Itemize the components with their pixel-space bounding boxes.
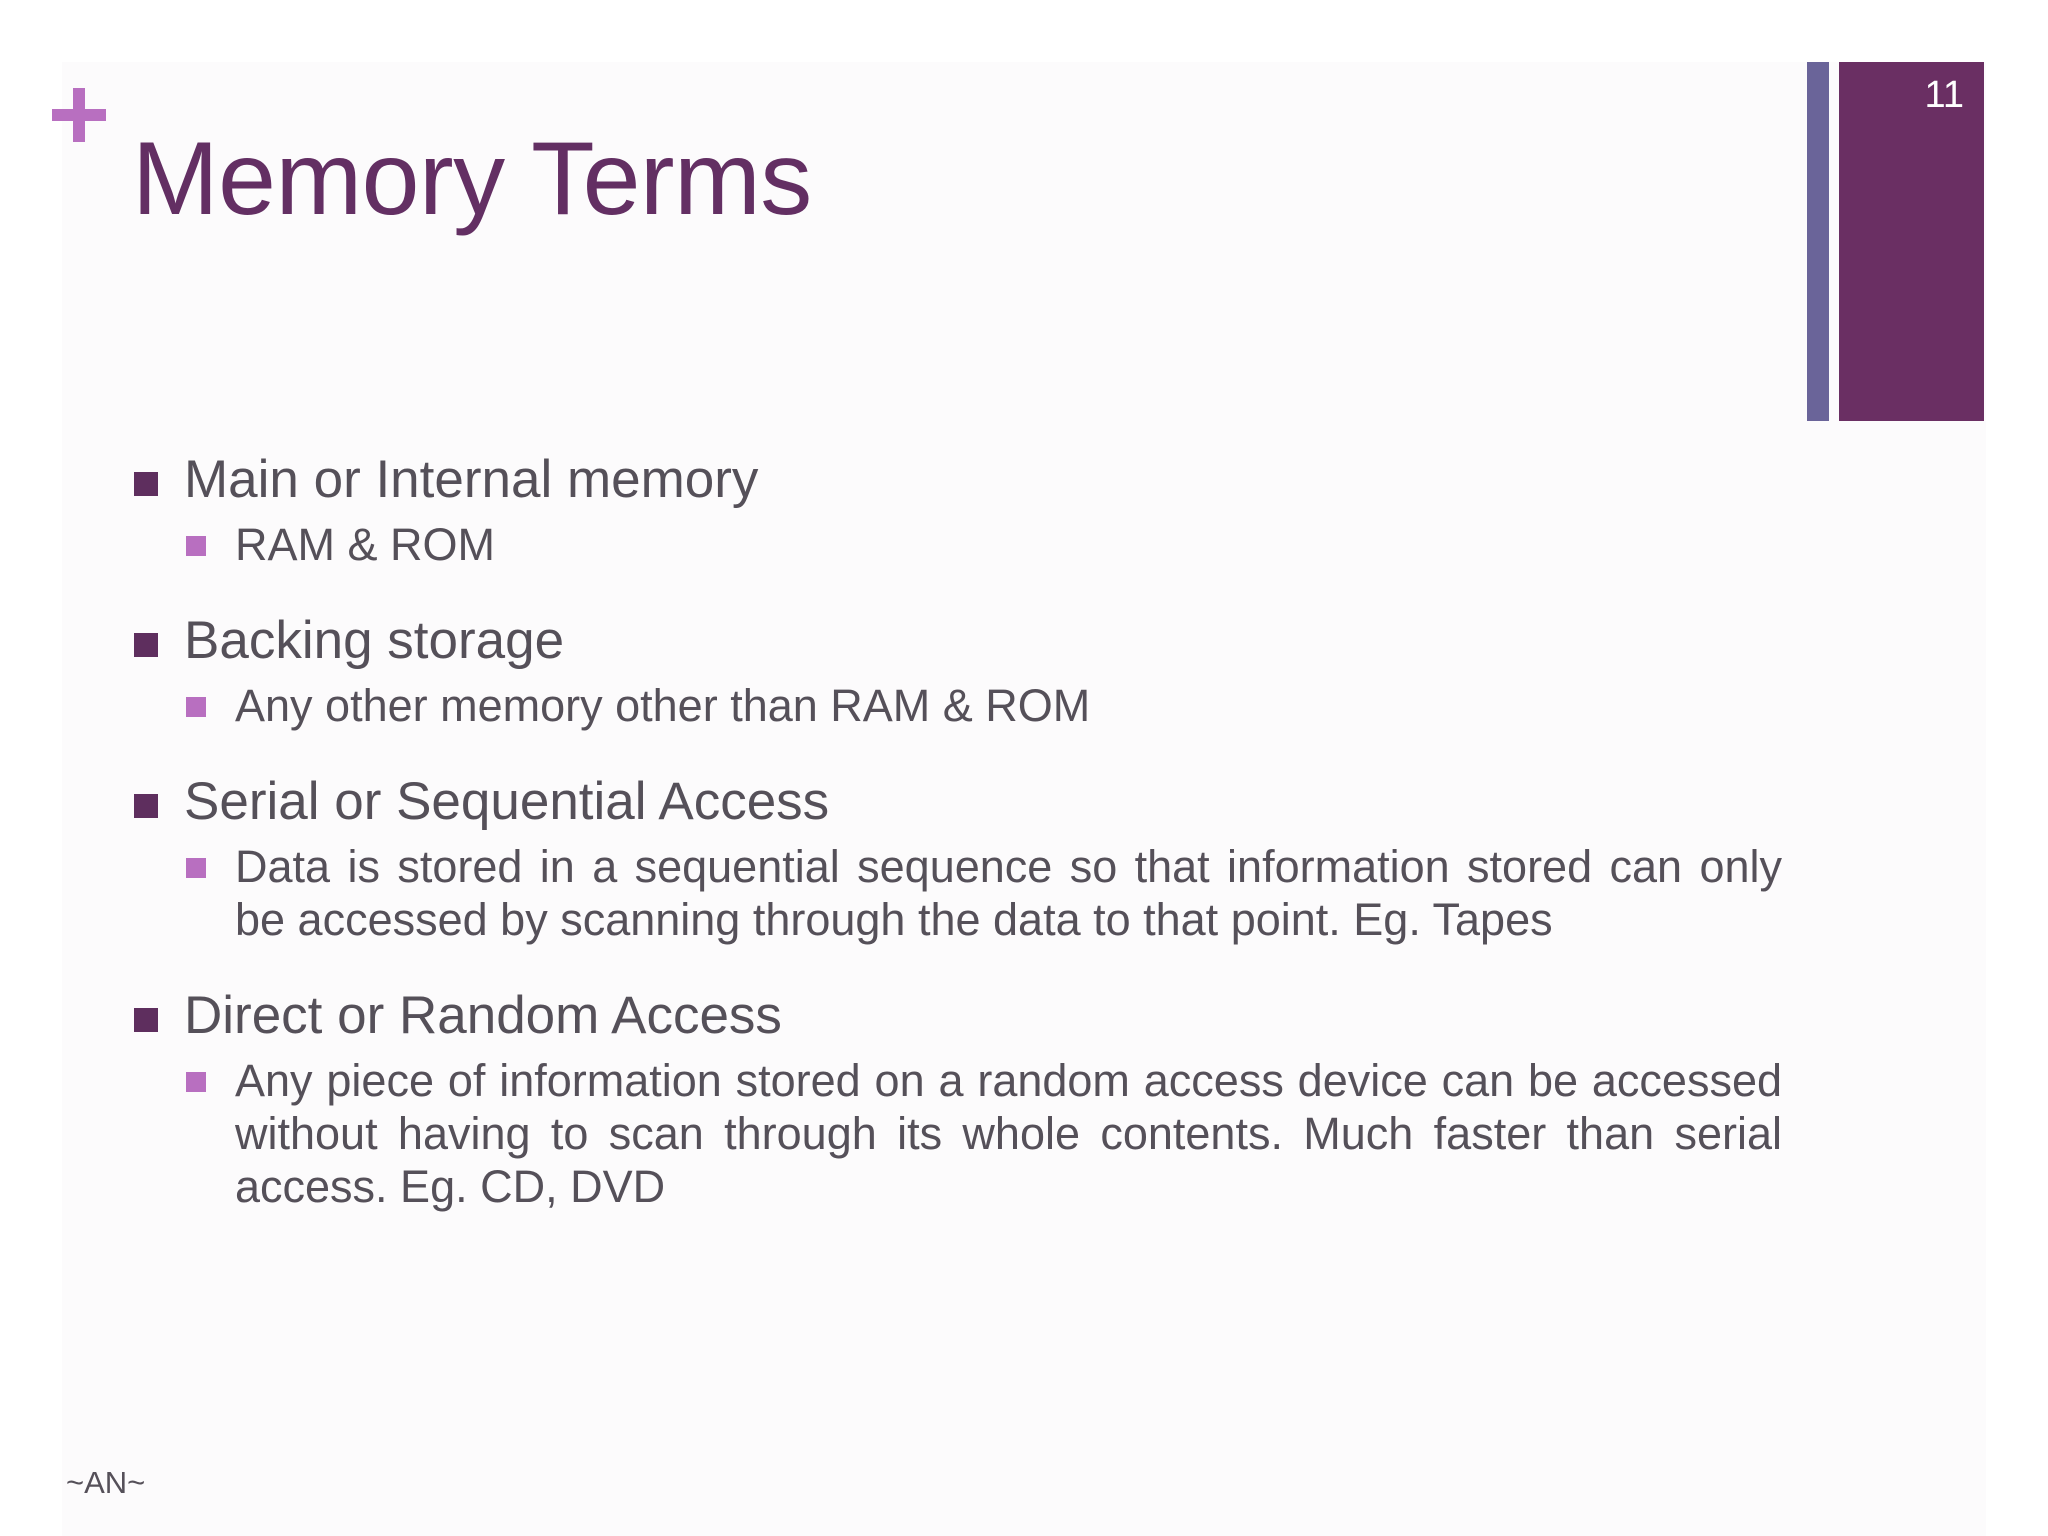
list-item: [134, 448, 1782, 571]
bullet-detail-text: RAM & ROM: [235, 519, 496, 570]
square-bullet-icon: [186, 536, 206, 556]
bullet-detail-text: Data is stored in a sequential sequence so that information stored can only be accessed by scanning through the data to that point. Eg. Tapes: [235, 841, 1782, 945]
bullet-detail: [134, 518, 1782, 571]
square-bullet-icon: [134, 1008, 158, 1032]
list-item: [134, 984, 1782, 1213]
square-bullet-icon: [186, 1072, 206, 1092]
bullet-detail-text: Any piece of information stored on a random access device can be accessed without having to scan through its whole contents. Much faster than serial access. Eg. CD, DVD: [235, 1055, 1782, 1212]
bullet-heading: [134, 770, 1782, 834]
accent-bar-wide: [1839, 62, 1984, 421]
bullet-detail: [134, 1054, 1782, 1213]
bullet-detail: [134, 840, 1782, 946]
bullet-heading: [134, 448, 1782, 512]
bullet-list: [134, 448, 1782, 1251]
slide-title: Memory Terms: [132, 121, 812, 237]
list-item: [134, 609, 1782, 732]
bullet-heading-text: Main or Internal memory: [184, 450, 759, 509]
bullet-heading-text: Serial or Sequential Access: [184, 772, 830, 831]
bullet-heading: [134, 984, 1782, 1048]
square-bullet-icon: [134, 633, 158, 657]
bullet-heading-text: Direct or Random Access: [184, 986, 782, 1045]
accent-bar-thin: [1807, 62, 1829, 421]
plus-icon: [52, 88, 106, 142]
square-bullet-icon: [186, 858, 206, 878]
bullet-detail-text: Any other memory other than RAM & ROM: [235, 680, 1091, 731]
list-item: [134, 770, 1782, 946]
square-bullet-icon: [186, 697, 206, 717]
square-bullet-icon: [134, 472, 158, 496]
bullet-heading-text: Backing storage: [184, 611, 565, 670]
slide-number: 11: [1924, 74, 1964, 116]
footer-signature: ~AN~: [66, 1465, 146, 1500]
bullet-heading: [134, 609, 1782, 673]
bullet-detail: [134, 679, 1782, 732]
square-bullet-icon: [134, 794, 158, 818]
